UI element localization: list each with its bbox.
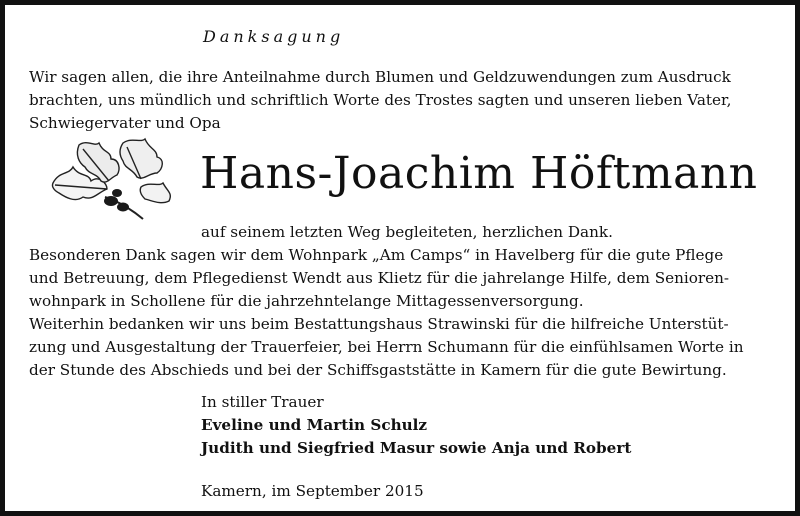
body-line-1: auf seinem letzten Weg begleiteten, herzlichen Dank.: [201, 223, 613, 241]
body-line-6: zung und Ausgestaltung der Trauerfeier, bei Herrn Schumann für die einfühlsamen Worte in: [29, 338, 744, 356]
signature-family-1: Eveline und Martin Schulz: [201, 416, 428, 434]
body-line-4: wohnpark in Schollene für die jahrzehntelange Mittagessenversorgung.: [29, 292, 584, 310]
oak-leaf-acorn-icon: [45, 135, 175, 231]
intro-line-3: Schwiegervater und Opa: [29, 114, 221, 132]
signature-closing: In stiller Trauer: [201, 393, 324, 411]
body-line-7: der Stunde des Abschieds und bei der Schiffsgaststätte in Kamern für die gute Bewirtung.: [29, 361, 727, 379]
body-line-3: und Betreuung, dem Pflegedienst Wendt aus Klietz für die jahrelange Hilfe, dem Senioren-: [29, 269, 730, 287]
signature-place-date: Kamern, im September 2015: [201, 482, 424, 500]
notice-heading: Danksagung: [203, 27, 345, 46]
body-line-2: Besonderen Dank sagen wir dem Wohnpark „Am Camps“ in Havelberg für die gute Pflege: [29, 246, 724, 264]
deceased-name: Hans-Joachim Höftmann: [200, 148, 758, 199]
intro-line-1: Wir sagen allen, die ihre Anteilnahme durch Blumen und Geldzuwendungen zum Ausdruck: [29, 68, 731, 86]
body-line-5: Weiterhin bedanken wir uns beim Bestattungshaus Strawinski für die hilfreiche Unterstüt-: [29, 315, 729, 333]
intro-line-2: brachten, uns mündlich und schriftlich Worte des Trostes sagten und unseren lieben Vater,: [29, 91, 732, 109]
signature-family-2: Judith und Siegfried Masur sowie Anja und Robert: [201, 439, 632, 457]
